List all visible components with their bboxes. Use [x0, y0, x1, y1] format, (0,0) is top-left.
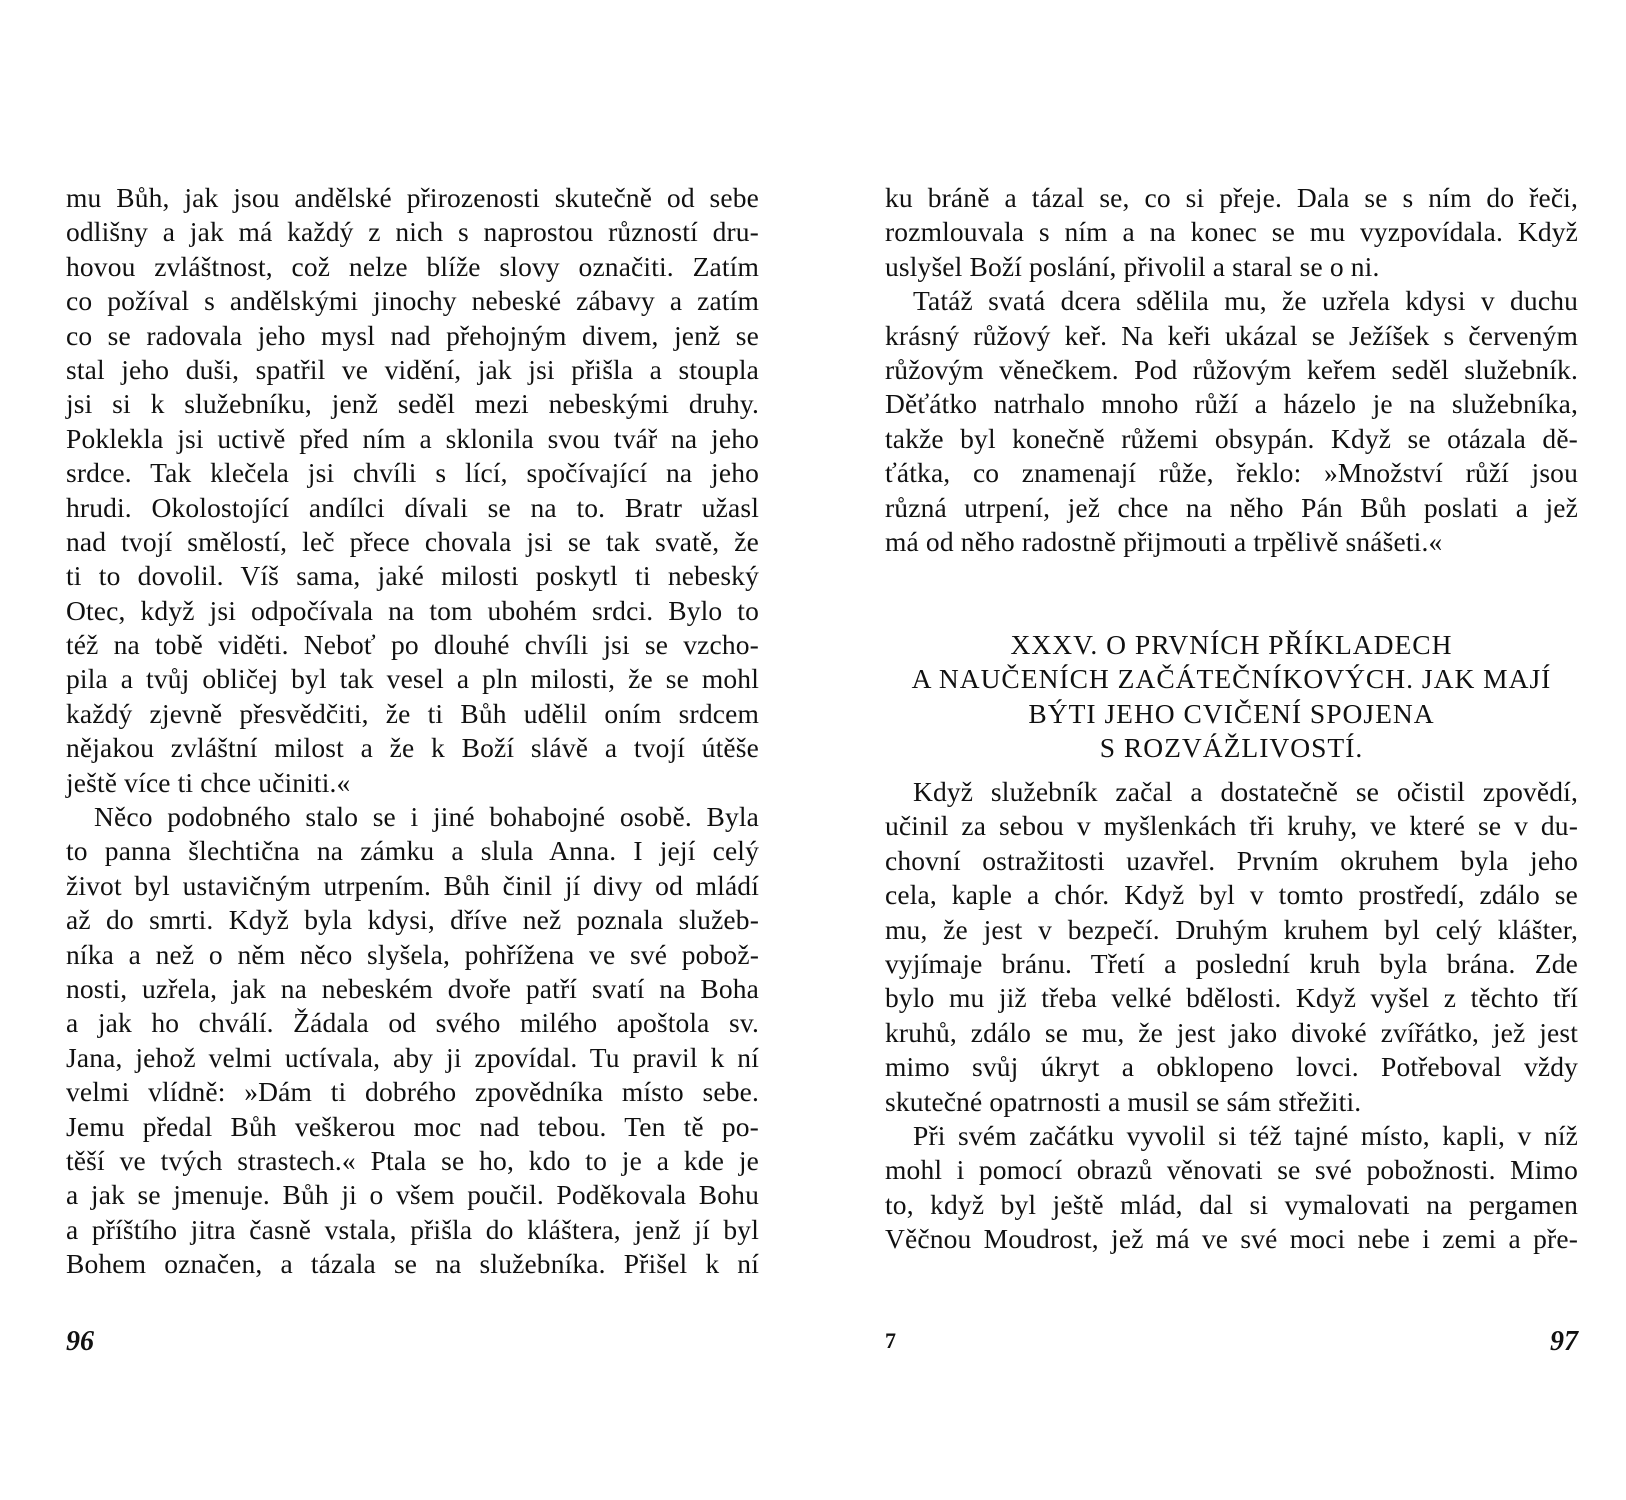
- text-line: Věčnou Moudrost, jež má ve své moci nebe i zemi a pře-: [885, 1223, 1578, 1255]
- text-line: a jak ho chválí. Žádala od svého milého apoštola sv.: [66, 1007, 759, 1039]
- right-page-top-text: [885, 181, 1578, 559]
- text-line: těší ve tvých strastech.« Ptala se ho, kdo to je a kde je: [66, 1144, 759, 1176]
- text-line: co požíval s andělskými jinochy nebeské zábavy a zatím: [66, 285, 759, 317]
- text-line: srdce. Tak klečela jsi chvíli s lící, spočívající na jeho: [66, 457, 759, 489]
- text-line: vyjímaje bránu. Třetí a poslední kruh byla brána. Zde: [885, 947, 1578, 979]
- text-line: život byl ustavičným utrpením. Bůh činil jí divy od mládí: [66, 869, 759, 901]
- text-line: má od něho radostně přijmouti a trpělivě snášeti.«: [885, 525, 1443, 557]
- text-line: mu Bůh, jak jsou andělské přirozenosti skutečně od sebe: [66, 182, 759, 213]
- text-line: jsi si k služebníku, jenž seděl mezi nebeskými druhy.: [66, 388, 759, 420]
- text-line: krásný růžový keř. Na keři ukázal se Ježíšek s červeným: [885, 319, 1578, 351]
- text-line: ťátka, co znamenají růže, řeklo: »Množství růží jsou: [885, 457, 1578, 489]
- text-line: kruhů, zdálo se mu, že jest jako divoké zvířátko, jež jest: [885, 1016, 1578, 1048]
- text-line: Jemu předal Bůh veškerou moc nad tebou. Ten tě po-: [66, 1110, 759, 1142]
- text-line: a jak se jmenuje. Bůh ji o všem poučil. Poděkovala Bohu: [66, 1179, 759, 1211]
- text-line: ti to dovolil. Víš sama, jaké milosti poskytl ti nebeský: [66, 560, 759, 592]
- text-line: Otec, když jsi odpočívala na tom ubohém srdci. Bylo to: [66, 594, 759, 626]
- text-line: nad tvojí smělostí, leč přece chovala jsi se tak svatě, že: [66, 525, 759, 557]
- text-line: níka a než o něm něco slyšela, pohřížena ve své pobož-: [66, 938, 759, 970]
- text-line: bylo mu již třeba velké bdělosti. Když vyšel z těchto tří: [885, 982, 1578, 1014]
- text-line: nějakou zvláštní milost a že k Boží slávě a tvojí útěše: [66, 732, 759, 764]
- text-line: to panna šlechtična na zámku a slula Anna. I její celý: [66, 835, 759, 867]
- text-line: Tatáž svatá dcera sdělila mu, že uzřela kdysi v duchu: [913, 285, 1578, 317]
- left-page-text: [66, 181, 759, 1282]
- page-number-left: 96: [66, 1326, 94, 1357]
- text-line: ještě více ti chce učiniti.«: [66, 766, 351, 798]
- right-page-bottom-text: [885, 775, 1578, 1256]
- text-line: mimo svůj úkryt a obklopeno lovci. Potřeboval vždy: [885, 1051, 1578, 1083]
- chapter-heading-line: S ROZVÁŽLIVOSTÍ.: [1099, 732, 1364, 764]
- text-line: takže byl konečně růžemi obsypán. Když se otázala dě-: [885, 422, 1578, 454]
- text-line: ku bráně a tázal se, co si přeje. Dala se s ním do řeči,: [885, 182, 1578, 213]
- text-line: hovou zvláštnost, což nelze blíže slovy označiti. Zatím: [66, 250, 759, 282]
- chapter-heading-line: BÝTI JEHO CVIČENÍ SPOJENA: [1028, 697, 1435, 729]
- text-line: nosti, uzřela, jak na nebeském dvoře patří svatí na Boha: [66, 972, 759, 1004]
- text-line: to, když byl ještě mlád, dal si vymalovati na pergamen: [885, 1188, 1578, 1220]
- text-line: mu, že jest v bezpečí. Druhým kruhem byl celý klášter,: [885, 913, 1578, 945]
- text-line: Při svém začátku vyvolil si též tajné místo, kapli, v níž: [913, 1119, 1578, 1151]
- text-line: cela, kaple a chór. Když byl v tomto prostředí, zdálo se: [885, 879, 1578, 911]
- text-line: hrudi. Okolostojící andílci dívali se na to. Bratr užasl: [66, 491, 759, 523]
- chapter-heading-line: XXXV. O PRVNÍCH PŘÍKLADECH: [1010, 629, 1453, 660]
- chapter-heading: [885, 628, 1578, 766]
- text-line: Něco podobného stalo se i jiné bohabojné osobě. Byla: [94, 801, 759, 833]
- text-line: Bohem označen, a tázala se na služebníka. Přišel k ní: [66, 1248, 759, 1280]
- text-line: a příštího jitra časně vstala, přišla do kláštera, jenž jí byl: [66, 1213, 759, 1245]
- text-line: růžovým věnečkem. Pod růžovým keřem seděl služebník.: [885, 353, 1578, 385]
- text-line: co se radovala jeho mysl nad přehojným divem, jenž se: [66, 319, 759, 351]
- text-line: uslyšel Boží poslání, přivolil a staral se o ni.: [885, 250, 1380, 282]
- text-line: odlišny a jak má každý z nich s naprostou růzností dru-: [66, 216, 759, 248]
- text-line: Děťátko natrhalo mnoho růží a házelo je na služebníka,: [885, 388, 1578, 420]
- text-line: různá utrpení, jež chce na něho Pán Bůh poslati a jež: [885, 491, 1578, 523]
- signature-mark: 7: [885, 1328, 896, 1353]
- text-line: Poklekla jsi uctivě před ním a sklonila svou tvář na jeho: [66, 422, 759, 454]
- right-page: [813, 0, 1626, 1500]
- text-line: každý zjevně přesvědčiti, že ti Bůh udělil oním srdcem: [66, 697, 759, 729]
- text-line: též na tobě viděti. Neboť po dlouhé chvíli jsi se vzcho-: [66, 629, 759, 661]
- text-line: učinil za sebou v myšlenkách tři kruhy, ve které se v du-: [885, 810, 1578, 842]
- text-line: chovní ostražitosti uzavřel. Prvním okruhem byla jeho: [885, 844, 1578, 876]
- text-line: velmi vlídně: »Dám ti dobrého zpovědníka místo sebe.: [66, 1076, 759, 1108]
- text-line: až do smrti. Když byla kdysi, dříve než poznala služeb-: [66, 904, 759, 936]
- text-line: skutečné opatrnosti a musil se sám střežiti.: [885, 1085, 1362, 1117]
- text-line: rozmlouvala s ním a na konec se mu vyzpovídala. Když: [885, 216, 1578, 248]
- page-number-right: 97: [1550, 1326, 1578, 1357]
- text-line: stal jeho duši, spatřil ve vidění, jak jsi přišla a stoupla: [66, 353, 759, 385]
- text-line: mohl i pomocí obrazů věnovati se své pobožnosti. Mimo: [885, 1154, 1578, 1186]
- text-line: Když služebník začal a dostatečně se očistil zpovědí,: [913, 776, 1578, 807]
- chapter-heading-line: A NAUČENÍCH ZAČÁTEČNÍKOVÝCH. JAK MAJÍ: [911, 663, 1552, 695]
- text-line: pila a tvůj obličej byl tak vesel a pln milosti, že se mohl: [66, 663, 759, 695]
- text-line: Jana, jehož velmi uctívala, aby ji zpovídal. Tu pravil k ní: [66, 1041, 759, 1073]
